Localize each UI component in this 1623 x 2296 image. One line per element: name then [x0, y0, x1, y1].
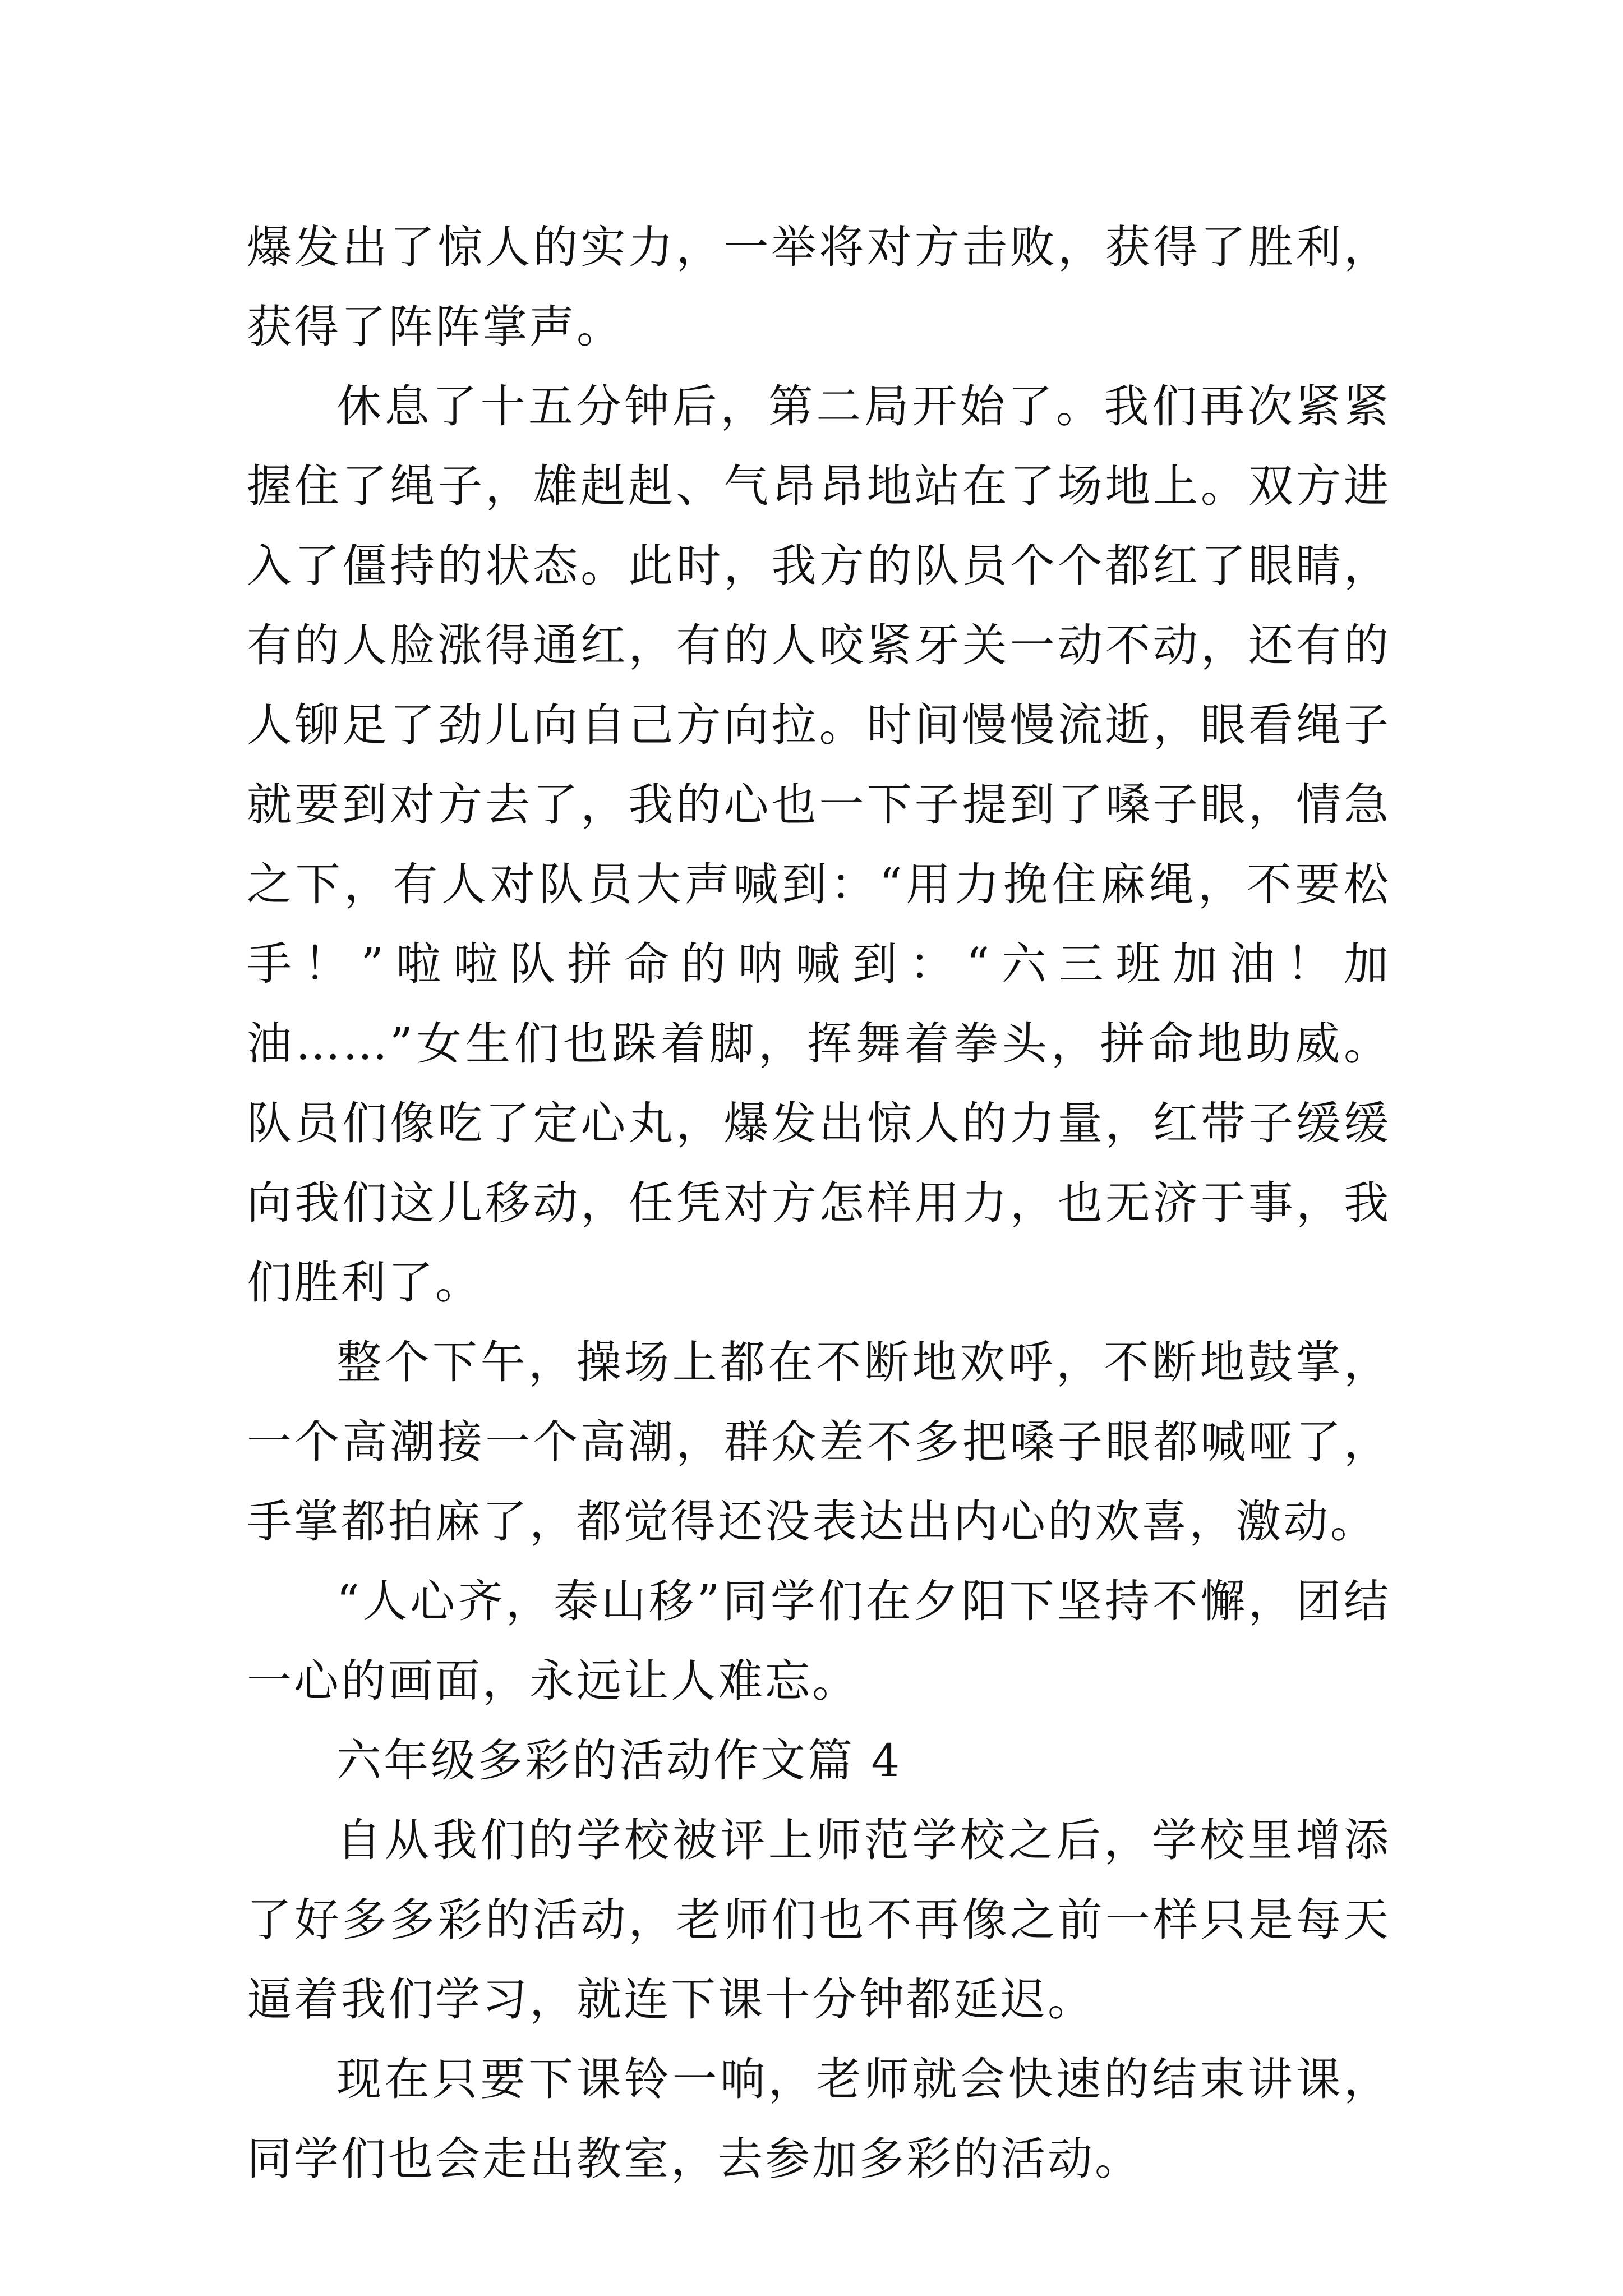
document-body: [247, 208, 1391, 2199]
paragraph-afternoon-cheering: 整个下午，操场上都在不断地欢呼，不断地鼓掌，一个高潮接一个高潮，群众差不多把嗓子眼都喊哑了，手掌都拍麻了，都觉得还没表达出内心的欢喜，激动。: [247, 1336, 1391, 1548]
paragraph-unity-conclusion: “人心齐，泰山移”同学们在夕阳下坚持不懈，团结一心的画面，永远让人难忘。: [247, 1575, 1391, 1707]
paragraph-after-class-bell: 现在只要下课铃一响，老师就会快速的结束讲课，同学们也会走出教室，去参加多彩的活动。: [247, 2053, 1391, 2185]
paragraph-continuation: 爆发出了惊人的实力，一举将对方击败，获得了胜利，获得了阵阵掌声。: [247, 221, 1391, 353]
section-heading: 六年级多彩的活动作文篇 4: [336, 1734, 902, 1787]
paragraph-tug-of-war-second-round: 休息了十五分钟后，第二局开始了。我们再次紧紧握住了绳子，雄赳赳、气昂昂地站在了场地上。双方进入了僵持的状态。此时，我方的队员个个都红了眼睛，有的人脸涨得通红，有的人咬紧牙关一动不动，还有的人铆足了劲儿向自己方向拉。时间慢慢流逝，眼看绳子就要到对方去了，我的心也一下子提到了嗓子眼，情急之下，有人对队员大声喊到：“用力挽住麻绳，不要松手！”啦啦队拼命的呐喊到：“六三班加油！加油……”女生们也跺着脚，挥舞着拳头，拼命地助威。队员们像吃了定心丸，爆发出惊人的力量，红带子缓缓向我们这儿移动，任凭对方怎样用力，也无济于事，我们胜利了。: [247, 380, 1391, 1309]
paragraph-school-activities: 自从我们的学校被评上师范学校之后，学校里增添了好多多彩的活动，老师们也不再像之前一样只是每天逼着我们学习，就连下课十分钟都延迟。: [247, 1814, 1391, 2026]
